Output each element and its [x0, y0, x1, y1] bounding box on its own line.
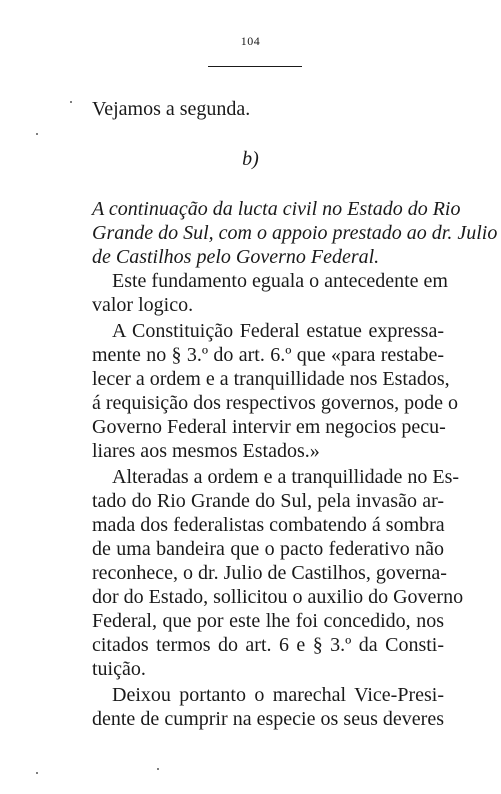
ink-speck — [157, 768, 159, 770]
text-line: Federal, que por este lhe foi concedido, nos — [92, 610, 444, 632]
text-line: valor logico. — [92, 294, 194, 316]
text-line: dente de cumprir na especie os seus deveres — [92, 708, 444, 730]
text-line: citados termos do art. 6 e § 3.º da Consti- — [92, 634, 444, 656]
ink-speck — [36, 133, 38, 135]
text-line: A Constituição Federal estatue expressa- — [112, 320, 444, 342]
text-line: A continuação da lucta civil no Estado do Rio — [92, 198, 461, 220]
text-line: tuição. — [92, 658, 146, 680]
text-line: á requisição dos respectivos governos, pode o — [92, 392, 459, 414]
text-line: Deixou portanto o marechal Vice-Presi- — [112, 684, 444, 706]
text-line: lecer a ordem e a tranquillidade nos Estados, — [92, 368, 450, 390]
text-line: Governo Federal intervir em negocios pecu- — [92, 416, 446, 438]
ink-speck — [36, 772, 38, 774]
text-line: tado do Rio Grande do Sul, pela invasão ar- — [92, 490, 444, 512]
intro-line: Vejamos a segunda. — [92, 98, 251, 120]
text-line: Alteradas a ordem e a tranquillidade no Es- — [112, 466, 460, 488]
text-line: dor do Estado, sollicitou o auxilio do Governo — [92, 586, 464, 608]
text-line: reconhece, o dr. Julio de Castilhos, governa- — [92, 562, 447, 584]
text-line: liares aos mesmos Estados.» — [92, 440, 320, 462]
text-line: Grande do Sul, com o appoio prestado ao dr. Julio — [92, 222, 498, 244]
ink-speck — [70, 101, 72, 103]
header-rule — [208, 66, 302, 67]
page-number: 104 — [240, 34, 261, 48]
text-line: de Castilhos pelo Governo Federal. — [92, 246, 380, 268]
text-line: mada dos federalistas combatendo á sombra — [92, 514, 445, 536]
section-label: b) — [242, 148, 259, 170]
text-line: Este fundamento eguala o antecedente em — [112, 270, 448, 292]
text-line: de uma bandeira que o pacto federativo não — [92, 538, 444, 560]
text-line: mente no § 3.º do art. 6.º que «para restabe- — [92, 344, 444, 366]
